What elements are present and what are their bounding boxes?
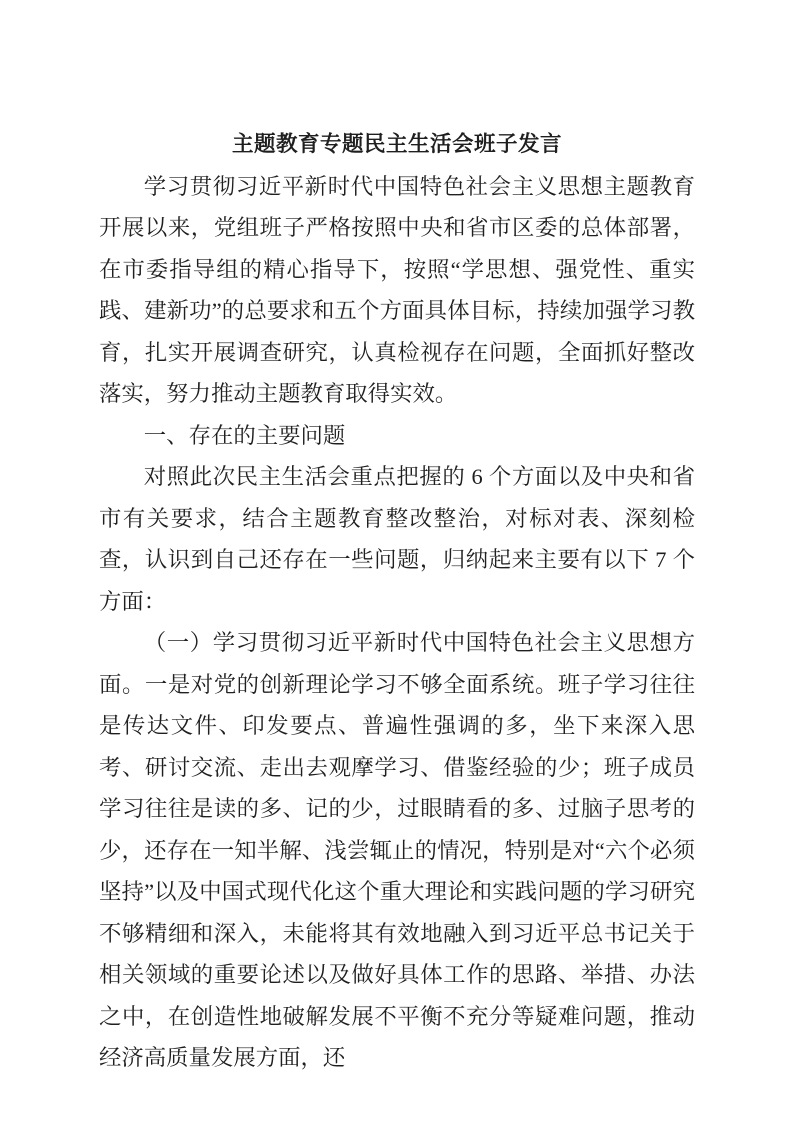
document-title: 主题教育专题民主生活会班子发言 [231,132,562,156]
section-heading-main-problems: 一、存在的主要问题 [143,422,346,448]
paragraph-intro: 学习贯彻习近平新时代中国特色社会主义思想主题教育开展以来，党组班子严格按照中央和省市区委的总体部署，在市委指导组的精心指导下，按照“学思想、强党性、重实践、建新功”的总要求和五个方面具体目标，持续加强学习教育，扎实开展调查研究，认真检视存在问题，全面抓好整改落实，努力推动主题教育取得实效。 [99,173,695,406]
paragraph-overview: 对照此次民主生活会重点把握的 6 个方面以及中央和省市有关要求，结合主题教育整改整治，对标对表、深刻检查，认识到自己还存在一些问题，归纳起来主要有以下 7 个方面： [99,464,695,614]
paragraph-aspect-one: （一）学习贯彻习近平新时代中国特色社会主义思想方面。一是对党的创新理论学习不够全面系统。班子学习往往是传达文件、印发要点、普遍性强调的多，坐下来深入思考、研讨交流、走出去观摩学习、借鉴经验的少；班子成员学习往往是读的多、记的少，过眼睛看的多、过脑子思考的少，还存在一知半解、浅尝辄止的情况，特别是对“六个必须坚持”以及中国式现代化这个重大理论和实践问题的学习研究不够精细和深入，未能将其有效地融入到习近平总书记关于相关领域的重要论述以及做好具体工作的思路、举措、办法之中，在创造性地破解发展不平衡不充分等疑难问题，推动经济高质量发展方面，还 [99,630,695,1070]
document-content [99,124,695,1079]
